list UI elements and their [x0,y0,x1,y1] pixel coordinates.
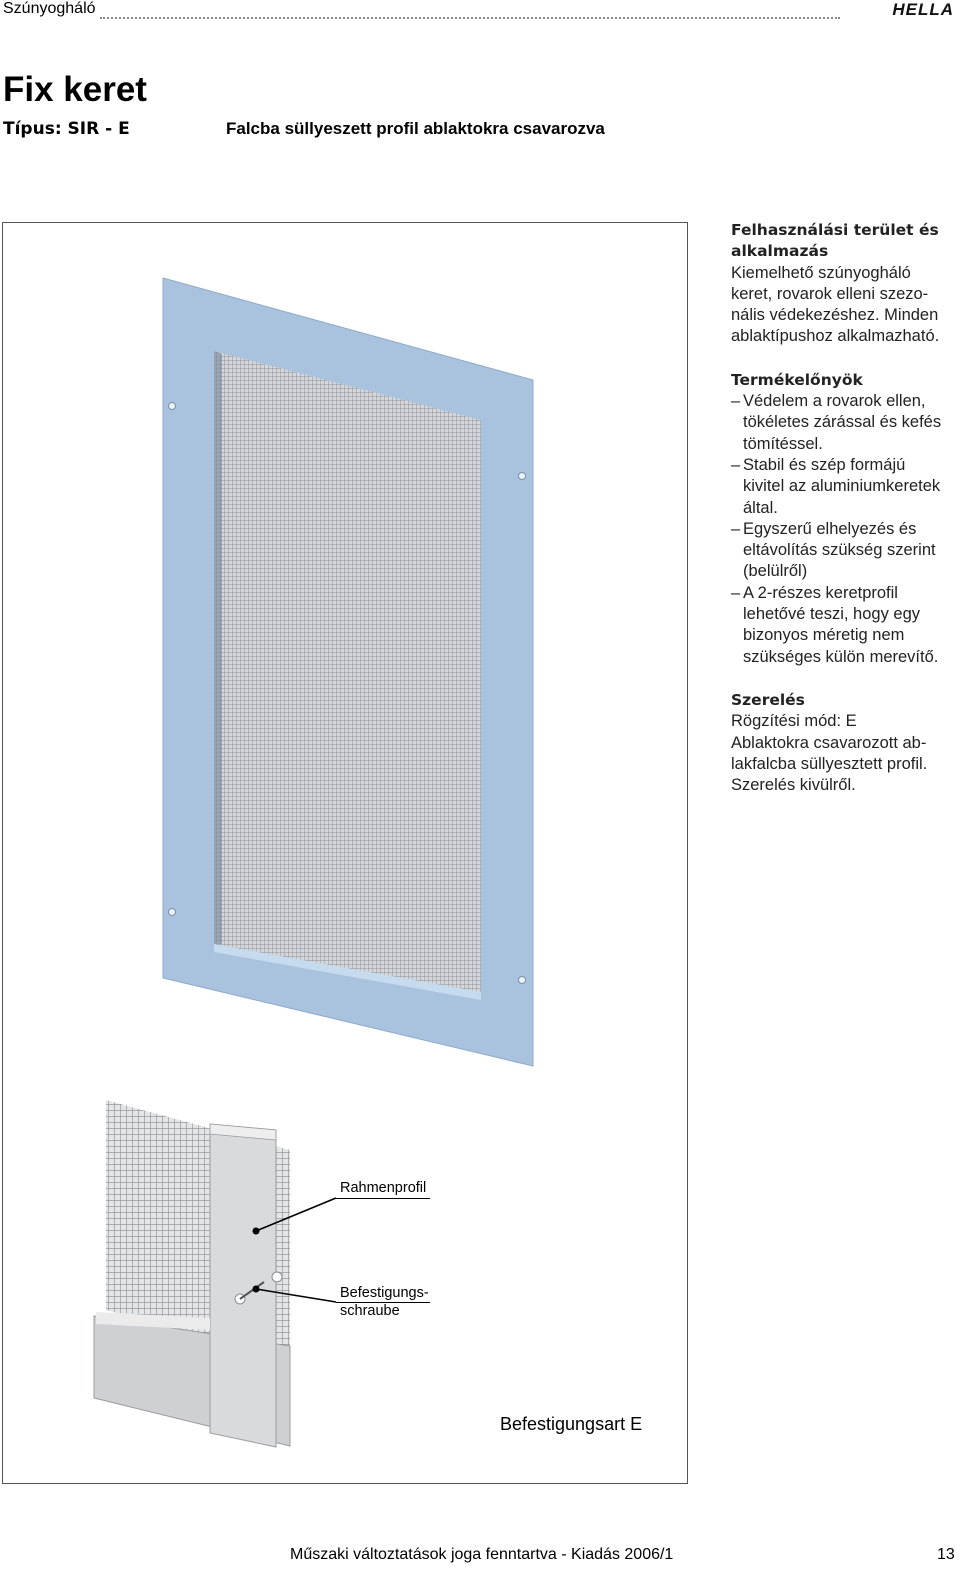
mounting-line: Szerelés kivülről. [731,776,856,795]
benefits-section [731,370,960,668]
detail-frame-profile [210,1124,276,1447]
benefit-cont: által. [743,498,778,517]
text-column [731,220,960,818]
label-screw-line1: Befestigungs- [340,1285,429,1301]
mounting-heading: Szerelés [731,690,805,709]
label-frame-profile: Rahmenprofil [340,1180,427,1196]
screen-mesh [214,351,481,992]
page-title: Fix keret [3,70,147,109]
usage-line: ablaktípushoz alkalmazható. [731,327,940,346]
usage-line: nális védekezéshez. Minden [731,306,939,325]
benefit-item: – Egyszerű elhelyezés és [731,519,960,540]
benefit-cont: kivitel az aluminiumkeretek [743,477,941,496]
detail-caption: Befestigungsart E [500,1414,643,1434]
mounting-line: lakfalcba süllyesztett profil. [731,754,928,773]
benefit-item: – Stabil és szép formájú [731,455,960,476]
benefit-cont: tömítéssel. [743,434,823,453]
hella-logo: HELLA [892,0,954,19]
mounting-line: Rögzítési mód: E [731,712,857,731]
mounting-section [731,690,960,796]
benefit-item: – A 2-részes keretprofil [731,583,960,604]
usage-line: keret, rovarok elleni szezo- [731,284,929,303]
benefit-cont: eltávolítás szükség szerint [743,541,936,560]
usage-line: Kiemelhető szúnyogháló [731,263,911,282]
benefit-cont: bizonyos méretig nem [743,626,905,645]
benefit-cont: szükséges külön merevítő. [743,647,939,666]
usage-heading-2: alkalmazás [731,242,829,261]
benefit-item: – Védelem a rovarok ellen, [731,391,960,412]
footer-text: Műszaki változtatások joga fenntartva - Kiadás 2006/1 [290,1546,674,1563]
label-screw-line2: schraube [340,1303,400,1319]
page-number: 13 [937,1546,955,1563]
usage-heading-1: Felhasználási terület és [731,221,939,239]
benefits-heading: Termékelőnyök [731,370,863,389]
product-type: Típus: SIR - E [3,119,130,139]
usage-section [731,220,960,348]
product-description: Falcba süllyeszett profil ablaktokra csavarozva [226,119,605,138]
mounting-line: Ablaktokra csavarozott ab- [731,733,927,752]
benefit-cont: tökéletes zárással és kefés [743,413,942,432]
benefit-cont: (belülről) [743,562,808,581]
benefit-cont: lehetővé teszi, hogy egy [743,605,921,624]
label-frame-underline [336,1198,430,1199]
header-section-title: Szúnyogháló [3,0,96,17]
